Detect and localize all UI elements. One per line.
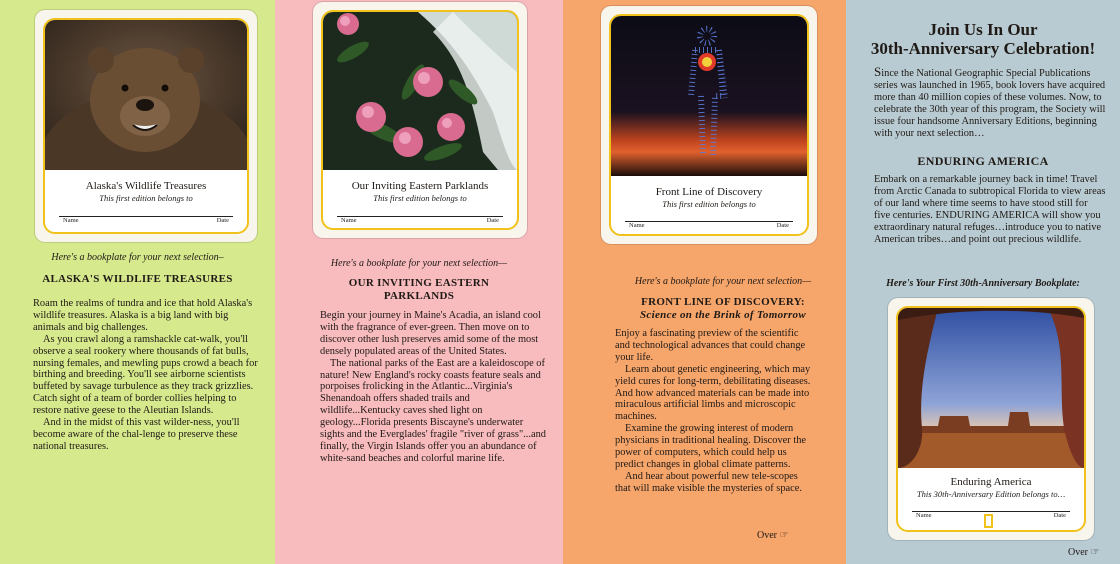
yellow-tab [984,514,993,528]
signature-line [59,216,233,217]
signature-line [337,216,503,217]
date-label: Date [1053,512,1066,519]
selection-heading: ALASKA'S WILDLIFE TREASURES [42,273,233,285]
bookplate-caption: Here's a bookplate for your next selection– [51,252,224,263]
anniversary-intro: Since the National Geographic Special Publications series was launched in 1965, book lovers have acquired more than 40 million copies of these volumes. Now, to celebrate the 30th year of this program, the Society will issue four handsome Anniversary Editions, beginning with your next selection… [874,64,1106,139]
paragraph: Enjoy a fascinating preview of the scientific and technological advances that could change your life. [615,328,806,363]
pointing-hand-icon: ☞ [1090,547,1100,558]
name-label: Name [916,512,932,519]
heading-line: PARKLANDS [383,290,455,302]
over-label: Over [757,530,777,541]
monument-valley-photo [898,308,1084,468]
panel-eastern-parklands [275,0,563,564]
bookplate-frame [43,18,249,234]
bookplate-owner-line: This 30th-Anniversary Edition belongs to… [916,489,1066,499]
date-label: Date [776,222,789,229]
bookplate-title: Enduring America [950,476,1032,488]
bookplate-title: Our Inviting Eastern Parklands [351,180,489,192]
enduring-america-description: Embark on a remarkable journey back in time! Travel from Arctic Canada to subtropical Florida to view areas of our land where time seems to have stood still for five centuries. ENDURING AMERICA will show you extraordinary natural refuges…introduce you to native American tribes…and point out precious wildlife. [874,174,1106,245]
date-label: Date [216,217,229,224]
anniversary-title [846,20,1120,58]
bookplate-owner-line: This first edition belongs to [373,193,467,203]
selection-description [33,298,261,453]
paragraph: Begin your journey in Maine's Acadia, an island cool with the fragrance of ever-green. Then move on to discover other lush preserves amid some of the most densely populated areas of the United States. [320,310,541,357]
title-line: Join Us In Our [928,20,1038,39]
bookplate-title: Front Line of Discovery [655,186,763,198]
bookplate-parklands [313,2,527,238]
panel-anniversary [846,0,1120,564]
bookplate-frame [896,306,1086,532]
heading-line: OUR INVITING EASTERN [348,277,490,289]
paragraph: The national parks of the East are a kaleidoscope of nature! New England's rocky coasts feature seals and porpoises frolicking in the Atlantic...Virginia's Shenandoah offers shaded trails and wildlife...Kentucky caves shed light on geology...Florida presents Biscayne's underwater sights and the Everglades' fragile "river of grass"...and finally, the Virgin Islands offer you an abundance of white-sand beaches and colorful marine life. [320,357,546,464]
name-label: Name [63,217,79,224]
paragraph: Roam the realms of tundra and ice that hold Alaska's wildlife treasures. Alaska is a big land with big animals and big challenges. [33,298,253,333]
panel-alaska [0,0,275,564]
bookplate-enduring-america [888,298,1094,540]
selection-subheading: Science on the Brink of Tomorrow [640,309,806,321]
bookplate-alaska [35,10,257,242]
human-figure-photo [611,16,807,176]
title-line: 30th-Anniversary Celebration! [870,39,1096,58]
over-indicator [1068,547,1099,558]
selection-description [615,328,815,495]
selection-heading [603,296,843,322]
rhododendron-photo [323,12,517,170]
heading-line: FRONT LINE OF DISCOVERY: [641,296,805,308]
bookplate-owner-line: This first edition belongs to [99,193,193,203]
paragraph: Learn about genetic engineering, which may yield cures for long-term, debilitating diseases. And how advanced materials can be made into miraculous artificial limbs and microscopic machines. [615,363,811,423]
bookplate-caption: Here's Your First 30th-Anniversary Bookplate: [886,278,1080,289]
pointing-hand-icon: ☞ [779,530,789,541]
bookplate-caption: Here's a bookplate for your next selection— [330,258,508,269]
paragraph: And in the midst of this vast wilder-ness, you'll become aware of the chal-lenge to preserve these national treasures. [33,417,240,452]
bookplate-owner-line: This first edition belongs to [662,199,756,209]
over-label: Over [1068,547,1088,558]
name-label: Name [629,222,645,229]
paragraph: Examine the growing interest of modern physicians in traditional healing. Discover the power of computers, which could help us predict changes in global climate patterns. [615,423,807,470]
signature-line [912,511,1070,512]
bookplate-title: Alaska's Wildlife Treasures [85,180,207,192]
name-label: Name [341,217,357,224]
selection-description [320,310,550,465]
over-indicator [757,530,788,541]
paragraph: And hear about powerful new tele-scopes that will make visible the mysteries of space. [615,470,802,494]
bookplate-frame [609,14,809,236]
date-label: Date [486,217,499,224]
bookplate-discovery [601,6,817,244]
signature-line [625,221,793,222]
paragraph: As you crawl along a ramshackle cat-walk, you'll observe a seal rookery where thousands of fat bulls, nursing females, and mewling pups crowd a beach for birthing and breeding. You'll see airborne scientists buffeted by savage turbulence as they track grizzlies. Catch sight of a team of border collies helping to restore native geese to the Aleutian Islands. [33,333,258,417]
enduring-america-heading: ENDURING AMERICA [917,154,1049,168]
bear-photo [45,20,247,170]
panel-front-line [563,0,846,564]
bookplate-caption: Here's a bookplate for your next selection— [634,276,812,287]
bookplate-frame [321,10,519,230]
selection-heading [285,277,553,303]
